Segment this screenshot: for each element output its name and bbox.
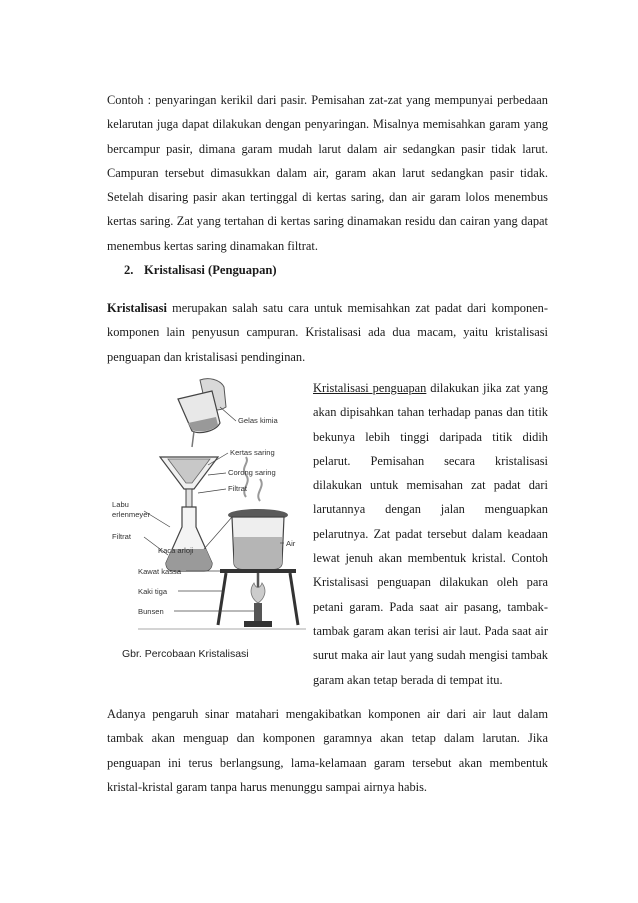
- kristalisasi-apparatus-illustration: [108, 377, 308, 639]
- heading-number: 2.: [124, 263, 134, 277]
- leader-corong: [208, 473, 226, 475]
- paragraph-kristalisasi-penguapan: [313, 376, 548, 692]
- section-heading: [124, 263, 277, 278]
- figure-percobaan-kristalisasi: [108, 377, 308, 639]
- pour-stream: [192, 431, 194, 447]
- label-kawat-kassa: Kawat kassa: [138, 567, 182, 576]
- label-gelas-kimia: Gelas kimia: [238, 416, 278, 425]
- heading-text: Kristalisasi (Penguapan): [144, 263, 277, 277]
- paragraph-kristalisasi-text: merupakan salah satu cara untuk memisahkan zat padat dari komponen-komponen lain penyusun campuran. Kristalisasi ada dua macam, yaitu kristalisasi penguapan dan kristalisasi pendinginan.: [107, 301, 548, 364]
- wire-gauze: [220, 569, 296, 573]
- label-bunsen: Bunsen: [138, 607, 164, 616]
- steam-2: [258, 479, 261, 501]
- label-filtrat-left: Filtrat: [112, 532, 131, 541]
- paragraph-penyaringan: Contoh : penyaringan kerikil dari pasir. Pemisahan zat-zat yang mempunyai perbedaan kelarutan juga dapat dilakukan dengan penyaringan. Misalnya memisahkan garam yang bercampur pasir, dimana garam mudah larut dalam air sedangkan pasir tidak larut. Campuran tersebut dimasukkan dalam air, garam akan larut sedangkan pasir tidak. Setelah disaring pasir akan tertinggal di kertas saring, dan air garam lolos menembus kertas saring. Zat yang tertahan di kertas saring dinamakan residu dan cairan yang dapat menembus kertas saring dinamakan filtrat.: [107, 93, 548, 253]
- figure-caption: Gbr. Percobaan Kristalisasi: [122, 648, 249, 660]
- label-kaki-tiga: Kaki tiga: [138, 587, 168, 596]
- paragraph-kristalisasi: [107, 296, 548, 369]
- leader-filtrat: [198, 489, 226, 493]
- leader-kaca: [204, 517, 232, 549]
- label-erlenmeyer: erlenmeyer: [112, 510, 150, 519]
- heating-water: [234, 537, 282, 569]
- term-kristalisasi: Kristalisasi: [107, 301, 167, 315]
- leader-gelas: [220, 407, 236, 421]
- label-kertas-saring: Kertas saring: [230, 448, 275, 457]
- bunsen-tube: [254, 603, 262, 621]
- bunsen-base: [244, 621, 272, 627]
- label-air: Air: [286, 539, 296, 548]
- paragraph-kristalisasi-penguapan-text: dilakukan jika zat yang akan dipisahkan tahan terhadap panas dan titik bekunya lebih tinggi daripada titik didih pelarut. Pemisahan secara kristalisasi dilakukan untuk memisahan zat padat dari larutannya dengan jalan menguapkan pelarutnya. Zat padat tersebut dalam keadaan lewat jenuh akan membentuk kristal. Contoh Kristalisasi penguapan dilakukan oleh para petani garam. Pada saat air pasang, tambak-tambak garam akan terisi air laut. Pada saat air surut maka air laut yang sudah mengisi tambak garam akan tetap berada di tempat itu.: [313, 381, 548, 687]
- term-kristalisasi-penguapan: Kristalisasi penguapan: [313, 381, 427, 395]
- label-labu: Labu: [112, 500, 129, 509]
- tripod-leg-right: [290, 573, 298, 625]
- paragraph-pengaruh-matahari: Adanya pengaruh sinar matahari mengakibatkan komponen air dari air laut dalam tambak akan menguap dan komponen garamnya akan tetap dalam larutan. Jika penguapan ini terus berlangsung, lama-kelamaan garam tersebut akan membentuk kristal-kristal garam tanpa harus menunggu sampai airnya habis.: [107, 707, 548, 794]
- tripod-leg-left: [218, 573, 226, 625]
- label-kaca-arloji: Kaca arloji: [158, 546, 194, 555]
- label-corong-saring: Corong saring: [228, 468, 276, 477]
- label-filtrat: Filtrat: [228, 484, 247, 493]
